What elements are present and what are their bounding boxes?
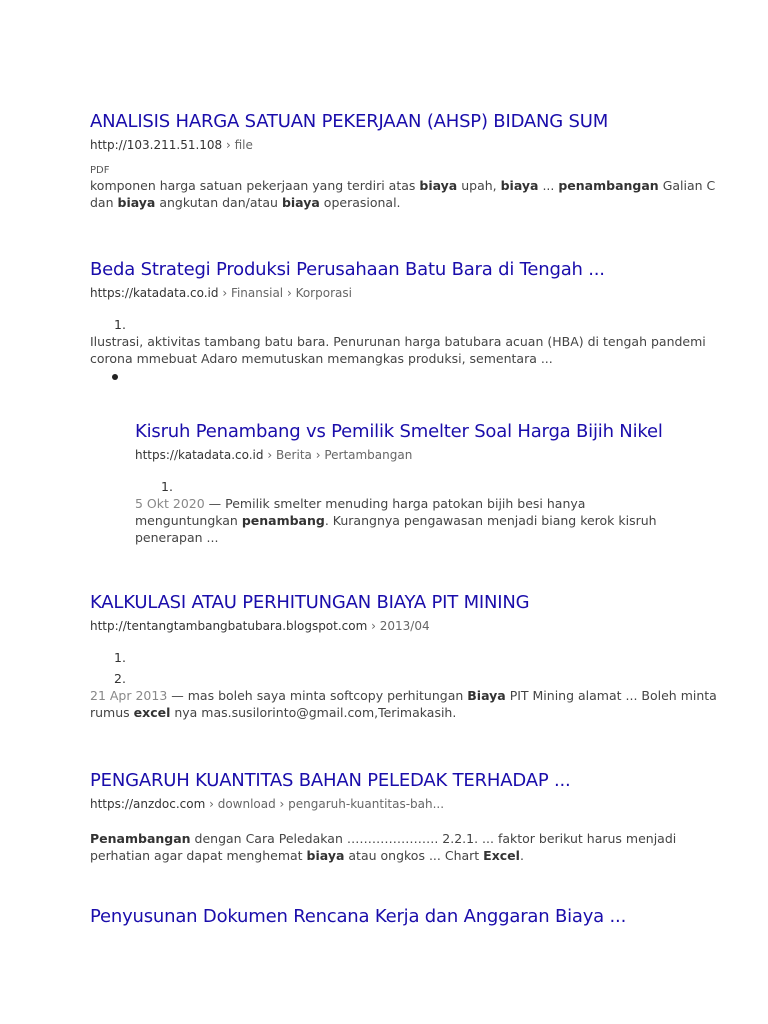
result-title-link[interactable]: Kisruh Penambang vs Pemilik Smelter Soal Harga Bijih Nikel: [135, 421, 663, 442]
result-snippet: komponen harga satuan pekerjaan yang terdiri atas biaya upah, biaya ... penambangan Galian C dan biaya angkutan dan/atau biaya operasional.: [90, 178, 716, 210]
result-url[interactable]: [90, 137, 715, 153]
result-url[interactable]: [90, 618, 717, 634]
list-bullet: [112, 374, 118, 380]
result-url-path: › Finansial › Korporasi: [218, 286, 352, 300]
result-url-host: http://103.211.51.108: [90, 138, 223, 152]
result-url-host: https://katadata.co.id: [90, 286, 219, 300]
result-title-link[interactable]: KALKULASI ATAU PERHITUNGAN BIAYA PIT MINING: [90, 592, 530, 613]
result-url-path: › file: [222, 138, 253, 152]
result-snippet: Penambangan dengan Cara Peledakan …………………. 2.2.1. ... faktor berikut harus menjadi perhatian agar dapat menghemat biaya atau ongkos ... Chart Excel.: [90, 831, 677, 863]
result-date: 5 Okt 2020: [135, 496, 205, 511]
pdf-badge: PDF: [90, 165, 110, 176]
search-result: [90, 770, 676, 864]
result-url-host: http://tentangtambangbatubara.blogspot.com: [90, 619, 368, 633]
result-url[interactable]: [90, 285, 706, 301]
list-number: 1.: [161, 479, 173, 494]
result-date: 21 Apr 2013: [90, 688, 168, 703]
result-url-host: https://katadata.co.id: [135, 448, 264, 462]
result-url-path: › Berita › Pertambangan: [263, 448, 413, 462]
result-title-link[interactable]: PENGARUH KUANTITAS BAHAN PELEDAK TERHADAP ...: [90, 770, 571, 791]
result-url[interactable]: [135, 447, 663, 463]
result-snippet: 21 Apr 2013 — mas boleh saya minta softcopy perhitungan Biaya PIT Mining alamat ... Boleh minta rumus excel nya mas.susilorinto@gmail.com,Terimakasih.: [90, 688, 717, 720]
result-title-link[interactable]: ANALISIS HARGA SATUAN PEKERJAAN (AHSP) BIDANG SUM: [90, 111, 609, 132]
result-url-host: https://anzdoc.com: [90, 797, 206, 811]
list-number: 1.: [114, 317, 126, 332]
result-title-link[interactable]: Beda Strategi Produksi Perusahaan Batu Bara di Tengah ...: [90, 259, 605, 280]
result-snippet: Ilustrasi, aktivitas tambang batu bara. Penurunan harga batubara acuan (HBA) di tengah pandemi corona mmebuat Adaro memutuskan memangkas produksi, sementara ...: [90, 334, 706, 366]
result-url-path: › 2013/04: [367, 619, 430, 633]
search-result: [90, 111, 715, 211]
result-url[interactable]: [90, 796, 676, 812]
list-number: 1.: [114, 650, 126, 665]
result-title-link[interactable]: Penyusunan Dokumen Rencana Kerja dan Anggaran Biaya ...: [90, 906, 627, 927]
result-snippet: 5 Okt 2020 — Pemilik smelter menuding harga patokan bijih besi hanya menguntungkan penambang. Kurangnya pengawasan menjadi biang kerok kisruh penerapan ...: [135, 496, 657, 545]
result-url-path: › download › pengaruh-kuantitas-bah...: [205, 797, 445, 811]
search-result: [90, 906, 626, 928]
search-result: [90, 259, 706, 367]
search-result: [135, 421, 663, 546]
search-result: [90, 592, 717, 721]
list-number: 2.: [114, 671, 126, 686]
